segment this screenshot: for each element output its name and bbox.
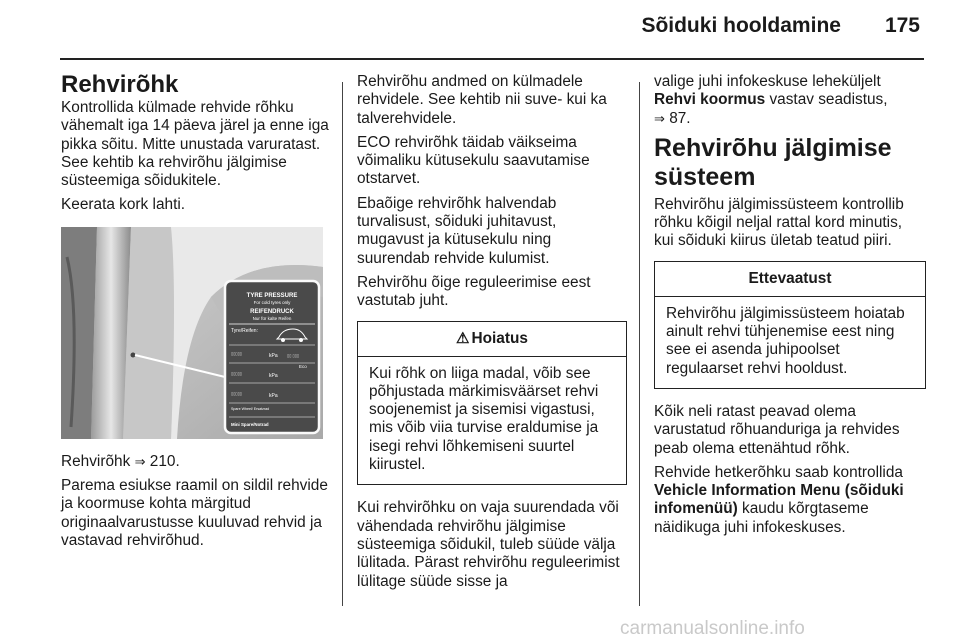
warning-body: Kui rõhk on liiga madal, võib see põhjustada märkimisväärset rehvi soojenemist ja sisemisi vigastusi, mis võib viia turvise eraldumise ja isegi rehvi lõhkemiseni suurtel kiirustel. [369,364,599,474]
label-line: Spare Wheel/ Ersatzrad [231,406,270,411]
watermark: carmanualsonline.info [620,618,805,639]
label-line: TYRE PRESSURE [246,292,298,299]
svg-text:▯▯ ▯▯▯: ▯▯ ▯▯▯ [287,352,300,358]
header-rule [60,58,924,60]
svg-text:▯▯▯▯▯: ▯▯▯▯▯ [231,370,243,376]
label-line: Mini Spare/Notrad [231,421,269,427]
paragraph: Rehvide hetkerõhku saab kontrollida Vehicle Information Menu (sõiduki infomenüü) kaudu kõrgtaseme näidikuga juhi infokeskuses. [654,463,904,536]
warning-box [357,321,627,486]
page-number: 175 [884,14,920,37]
page-header [641,14,920,38]
warning-triangle-icon: ⚠ [456,329,470,347]
column-3 [654,73,926,543]
paragraph-with-ref: Rehvirõhk ⇒ 210. [61,452,180,470]
caution-body: Rehvirõhu jälgimissüsteem hoiatab ainult rehvi tühjenemise eest ning see ei asenda juhipoolset regulaarset rehvi hooldust. [666,304,905,377]
section-heading: Rehvirõhk [61,71,179,98]
svg-text:▯▯▯▯▯: ▯▯▯▯▯ [231,350,243,356]
page-ref-arrow-icon: ⇒ [134,453,146,469]
paragraph: Kui rehvirõhku on vaja suurendada või vähendada rehvirõhu jälgimise süsteemiga sõidukil, tuleb süüde välja lülitada. Pärast rehvirõhu reguleerimist lülitage süüde sisse ja [357,499,620,590]
paragraph: Rehvirõhu andmed on külmadele rehvidele. See kehtib nii suve- kui ka talverehvidele. [357,73,607,127]
column-2 [357,73,627,597]
section-title: Sõiduki hooldamine [641,14,841,37]
tyre-pressure-label-figure [61,227,323,439]
paragraph: ECO rehvirõhk täidab väikseima võimaliku kütusekulu saavutamise otstarvet. [357,133,590,188]
column-1 [61,72,329,556]
warning-title: ⚠ Hoiatus [358,322,626,357]
label-line: kPa [269,392,278,399]
label-line: Tyre/Reifen: [231,327,258,334]
label-line: REIFENDRUCK [250,308,294,315]
label-line: Nur für kalte Reifen [252,315,292,321]
paragraph: Ebaõige rehvirõhk halvendab turvalisust, sõiduki juhitavust, mugavust ja kütusekulu ning suurendab rehvide kulumist. [357,194,557,267]
paragraph: Kontrollida külmade rehvide rõhku vähemalt iga 14 päeva järel ja enne iga pikka sõitu. Mitte unustada varuratast. See kehtib ka rehvirõhu jälgimise süsteemiga sõidukitele. [61,99,329,190]
label-line: Eco [299,363,307,369]
page-ref-arrow-icon: ⇒ [654,110,665,126]
caution-title: Ettevaatust [655,262,925,297]
paragraph: Parema esiukse raamil on sildil rehvide ja koormuse kohta märgitud originaalvarustusse kuuluvad rehvid ja vastavad rehvirõhud. [61,477,328,549]
paragraph: valige juhi infokeskuse leheküljelt Rehvi koormus vastav seadistus, ⇒ 87. [654,73,888,127]
column-divider [342,82,343,606]
caution-box [654,261,926,389]
column-divider [639,82,640,606]
label-line: For cold tyres only [253,299,291,305]
section-heading: Rehvirõhu jälgimise süsteem [654,133,892,191]
paragraph: Keerata kork lahti. [61,196,186,214]
label-line: kPa [269,352,278,359]
svg-text:▯▯▯▯▯: ▯▯▯▯▯ [231,390,243,396]
paragraph: Rehvirõhu õige reguleerimise eest vastutab juht. [357,273,591,310]
paragraph: Kõik neli ratast peavad olema varustatud rõhuanduriga ja rehvides peab olema ettenähtud rõhk. [654,402,900,457]
label-line: kPa [269,372,278,379]
paragraph: Rehvirõhu jälgimissüsteem kontrollib rõhku kõigil neljal rattal kord minutis, kui sõiduki kiirus ületab teatud piiri. [654,195,904,250]
